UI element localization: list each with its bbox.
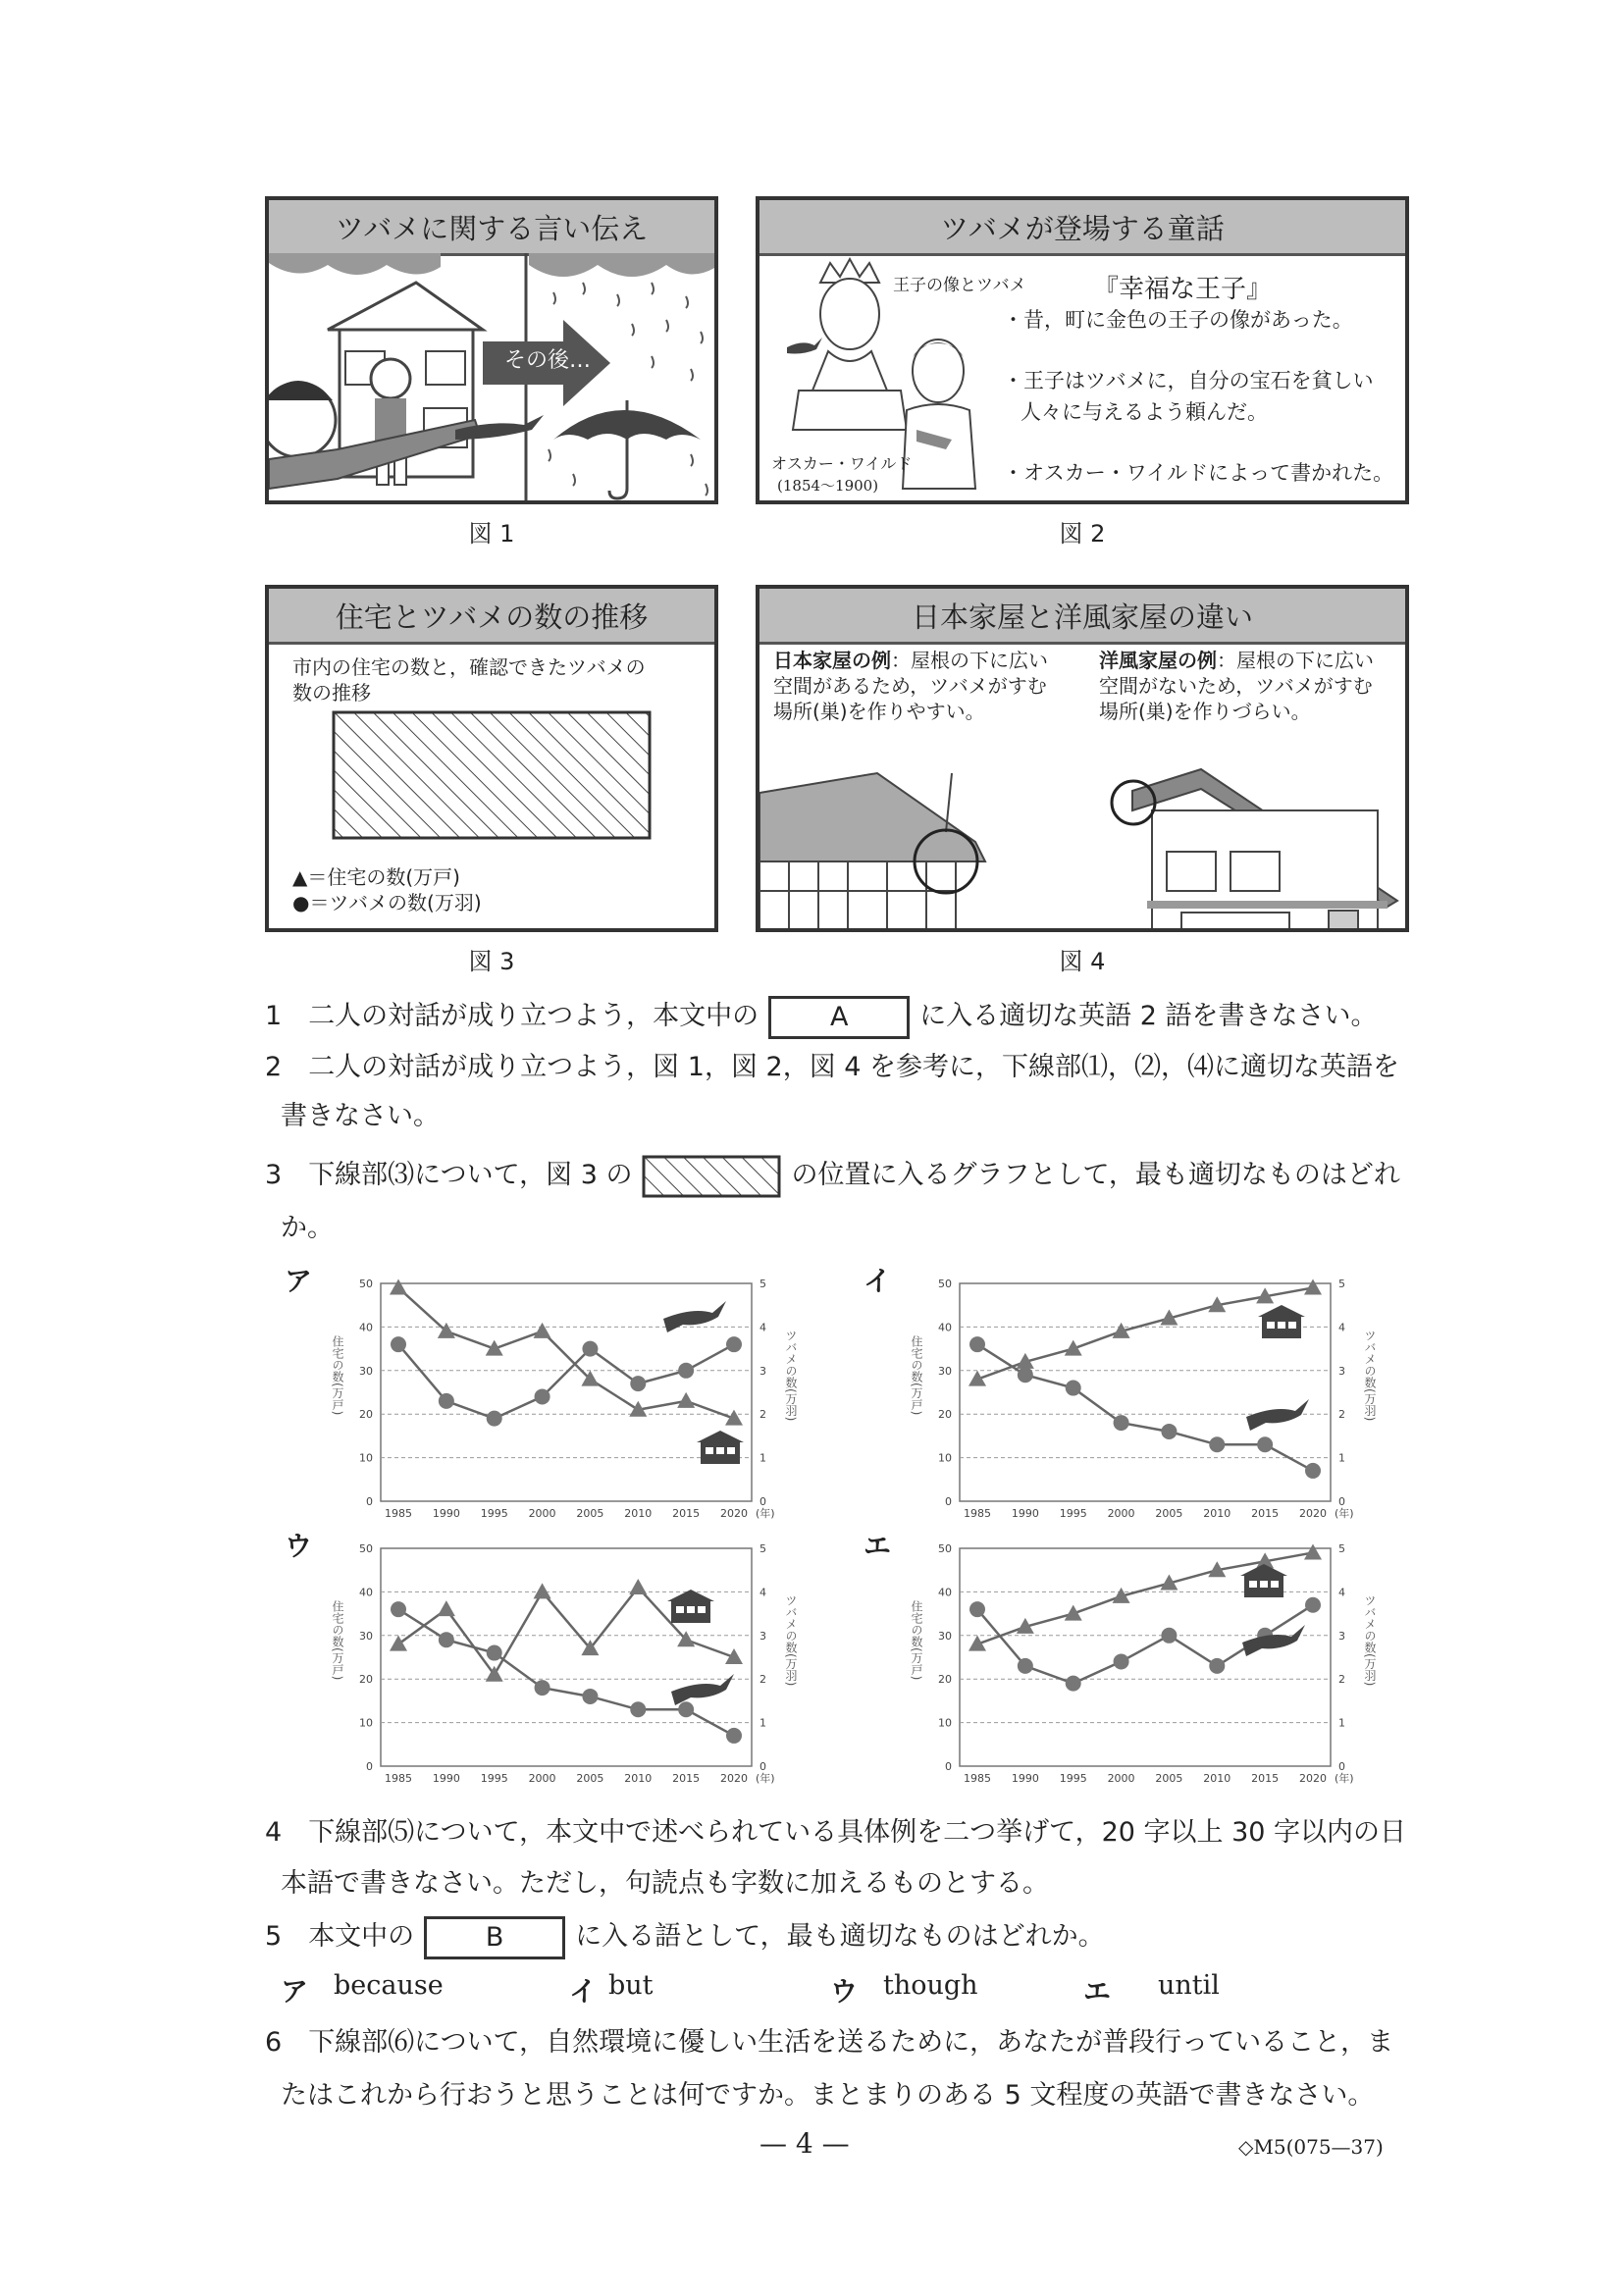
q5-post: に入る語として，最も適切なものはどれか。	[575, 1921, 1105, 1952]
q1-num: 1	[265, 1001, 283, 1031]
fig3-title: 住宅とツバメの数の推移	[269, 589, 714, 645]
question-2-line1	[265, 1046, 1399, 1089]
y-tick-right: 1	[759, 1451, 766, 1465]
q3-hatched-box	[642, 1155, 781, 1198]
q5-option-c-word: though	[883, 1970, 978, 2001]
data-point-circle	[487, 1645, 502, 1661]
data-point-circle	[582, 1689, 598, 1704]
q6-num: 6	[265, 2027, 283, 2058]
data-point-triangle	[390, 1636, 407, 1651]
x-tick: 2020	[720, 1507, 748, 1520]
x-unit: (年)	[1335, 1772, 1354, 1785]
question-1	[265, 995, 1378, 1039]
y-axis-label-left: 住宅の数(万戸)	[331, 1600, 344, 1681]
data-point-circle	[1018, 1658, 1033, 1674]
y-tick-right: 2	[759, 1673, 766, 1687]
fig4-west-line3: 場所(巣)を作りづらい。	[1099, 700, 1311, 723]
fig2-bullet-2: ・王子はツバメに，自分の宝石を貧しい	[1003, 369, 1374, 392]
x-tick: 1990	[432, 1772, 460, 1785]
fig1-panel	[265, 196, 718, 504]
x-tick: 1995	[480, 1772, 508, 1785]
chart-d-label: エ	[864, 1530, 892, 1562]
fig1-illustration	[269, 253, 716, 504]
y-tick-left: 30	[938, 1364, 952, 1378]
y-tick-right: 4	[1338, 1321, 1345, 1334]
x-unit: (年)	[756, 1507, 775, 1520]
q3-post: の位置に入るグラフとして，最も適切なものはどれ	[791, 1160, 1400, 1190]
x-tick: 2005	[1155, 1507, 1183, 1520]
question-3	[265, 1154, 1400, 1198]
y-tick-left: 50	[359, 1542, 373, 1555]
x-tick: 1990	[1011, 1772, 1039, 1785]
y-tick-left: 50	[938, 1542, 952, 1555]
x-tick: 2005	[576, 1772, 604, 1785]
y-tick-left: 10	[359, 1451, 373, 1465]
x-tick: 1995	[1059, 1772, 1087, 1785]
data-point-circle	[1209, 1658, 1225, 1674]
q5-option-a-word: because	[334, 1970, 444, 2001]
data-point-circle	[1161, 1424, 1177, 1439]
data-point-circle	[535, 1388, 550, 1404]
x-tick: 1995	[480, 1507, 508, 1520]
y-tick-right: 4	[1338, 1586, 1345, 1599]
chart-b	[893, 1266, 1403, 1531]
y-tick-left: 20	[938, 1408, 952, 1422]
fig2-bullet-3: ・オスカー・ワイルドによって書かれた。	[1003, 461, 1394, 485]
x-tick: 2000	[1107, 1507, 1135, 1520]
question-3-line2: か。	[281, 1213, 334, 1243]
y-tick-left: 30	[359, 1364, 373, 1378]
plot-frame	[381, 1548, 752, 1766]
data-point-circle	[630, 1701, 646, 1717]
x-tick: 2010	[624, 1772, 653, 1785]
data-point-circle	[678, 1701, 694, 1717]
q5-option-a-kana: ア	[281, 1975, 309, 2008]
x-tick: 2010	[1203, 1772, 1231, 1785]
y-axis-label-right: ツバメの数(万羽)	[784, 1330, 798, 1422]
y-tick-left: 30	[359, 1629, 373, 1643]
q5-num: 5	[265, 1921, 283, 1952]
y-tick-right: 2	[1338, 1673, 1345, 1687]
house-icon	[697, 1431, 744, 1464]
x-tick: 2020	[1299, 1507, 1327, 1520]
x-tick: 1985	[385, 1507, 412, 1520]
y-tick-left: 40	[938, 1586, 952, 1599]
x-tick: 2020	[720, 1772, 748, 1785]
q1-pre: 二人の対話が成り立つよう，本文中の	[308, 1001, 759, 1031]
x-tick: 2005	[1155, 1772, 1183, 1785]
q1-post: に入る適切な英語 2 語を書きなさい。	[919, 1001, 1378, 1031]
y-tick-right: 5	[759, 1542, 766, 1555]
fig2-book-title: 『幸福な王子』	[1093, 275, 1273, 304]
exam-code: ◇M5(075—37)	[1238, 2135, 1384, 2159]
data-point-circle	[726, 1728, 742, 1744]
question-5	[265, 1915, 1105, 1959]
fig4-west-label: 洋風家屋の例	[1099, 649, 1217, 672]
y-tick-right: 2	[1338, 1408, 1345, 1422]
data-point-circle	[391, 1601, 406, 1617]
q5-option-c-kana: ウ	[830, 1975, 859, 2008]
x-unit: (年)	[756, 1772, 775, 1785]
x-tick: 2000	[528, 1507, 556, 1520]
fig2-title: ツバメが登場する童話	[759, 200, 1405, 256]
chart-c-label: ウ	[285, 1530, 313, 1562]
y-tick-right: 1	[1338, 1716, 1345, 1730]
fig3-panel	[265, 585, 718, 932]
q2-line1: 二人の対話が成り立つよう，図 1，図 2，図 4 を参考に，下線部⑴，⑵，⑷に適切な英語を	[308, 1052, 1400, 1082]
y-tick-left: 10	[359, 1716, 373, 1730]
fig4-panel	[756, 585, 1409, 932]
fig2-bullet-1: ・昔，町に金色の王子の像があった。	[1003, 308, 1353, 332]
data-point-circle	[487, 1411, 502, 1427]
y-axis-label-right: ツバメの数(万羽)	[1363, 1594, 1377, 1687]
fig4-jp-line3: 場所(巣)を作りやすい。	[773, 700, 985, 723]
q2-num: 2	[265, 1052, 283, 1082]
fig3-desc-line1: 市内の住宅の数と，確認できたツバメの	[292, 655, 646, 679]
q5-pre: 本文中の	[308, 1921, 415, 1952]
x-tick: 1985	[964, 1507, 991, 1520]
x-tick: 2015	[1251, 1772, 1280, 1785]
data-point-triangle	[534, 1323, 551, 1338]
chart-c	[314, 1531, 824, 1796]
data-point-triangle	[390, 1278, 407, 1294]
data-point-circle	[630, 1376, 646, 1391]
fig3-legend-triangle: ▲＝住宅の数(万戸)	[292, 865, 460, 889]
y-tick-left: 0	[366, 1760, 373, 1773]
data-point-triangle	[629, 1579, 647, 1594]
data-point-circle	[1209, 1436, 1225, 1452]
y-tick-right: 0	[759, 1760, 766, 1773]
house-icon	[1258, 1305, 1305, 1338]
y-tick-left: 10	[938, 1716, 952, 1730]
fig3-legend-circle: ●＝ツバメの数(万羽)	[292, 891, 482, 914]
x-unit: (年)	[1335, 1507, 1354, 1520]
y-tick-right: 4	[759, 1586, 766, 1599]
fig4-jp-line1: ：屋根の下に広い	[891, 649, 1048, 672]
data-point-circle	[439, 1632, 454, 1647]
data-point-circle	[678, 1363, 694, 1379]
y-tick-left: 20	[359, 1408, 373, 1422]
fig2-bullet-2-cont: 人々に与えるよう頼んだ。	[1021, 400, 1268, 424]
x-tick: 1995	[1059, 1507, 1087, 1520]
q5-option-b-kana: イ	[569, 1975, 598, 2008]
q1-box-a: A	[768, 996, 910, 1039]
data-point-circle	[582, 1341, 598, 1357]
q4-line1: 下線部⑸について，本文中で述べられている具体例を二つ挙げて，20 字以上 30 字以内の日	[308, 1817, 1407, 1848]
data-point-triangle	[1304, 1278, 1322, 1294]
q4-num: 4	[265, 1817, 283, 1848]
y-tick-left: 40	[359, 1586, 373, 1599]
y-tick-left: 50	[359, 1278, 373, 1290]
data-point-triangle	[438, 1600, 455, 1616]
y-tick-right: 3	[759, 1629, 766, 1643]
y-tick-left: 20	[938, 1673, 952, 1687]
x-tick: 2015	[672, 1507, 701, 1520]
question-6-line2: たはこれから行おうと思うことは何ですか。まとまりのある 5 文程度の英語で書きなさい。	[281, 2080, 1375, 2111]
fig2-caption: 図 2	[1059, 520, 1106, 548]
y-tick-right: 4	[759, 1321, 766, 1334]
question-4-line1	[265, 1811, 1406, 1854]
x-tick: 2010	[1203, 1507, 1231, 1520]
y-axis-label-right: ツバメの数(万羽)	[784, 1594, 798, 1687]
q3-num: 3	[265, 1160, 283, 1190]
question-6-line1	[265, 2021, 1393, 2064]
y-tick-right: 5	[1338, 1542, 1345, 1555]
y-axis-label-left: 住宅の数(万戸)	[910, 1600, 923, 1681]
q6-line1: 下線部⑹について，自然環境に優しい生活を送るために，あなたが普段行っていること，ま	[308, 2027, 1394, 2058]
y-tick-left: 40	[938, 1321, 952, 1334]
x-tick: 2000	[1107, 1772, 1135, 1785]
house-icon	[1240, 1564, 1287, 1597]
y-tick-right: 3	[759, 1364, 766, 1378]
data-point-circle	[1305, 1597, 1321, 1613]
y-axis-label-right: ツバメの数(万羽)	[1363, 1330, 1377, 1422]
fig4-west-line2: 空間がないため，ツバメがすむ	[1099, 674, 1373, 698]
y-tick-left: 20	[359, 1673, 373, 1687]
fig2-author-years: (1854～1900)	[777, 477, 879, 495]
chart-a	[314, 1266, 824, 1531]
data-point-triangle	[1304, 1543, 1322, 1559]
x-tick: 2015	[1251, 1507, 1280, 1520]
fig4-jp-line2: 空間があるため，ツバメがすむ	[773, 674, 1047, 698]
data-point-circle	[535, 1680, 550, 1696]
fig4-jp-label: 日本家屋の例	[773, 649, 891, 672]
data-point-circle	[726, 1336, 742, 1352]
x-tick: 1990	[1011, 1507, 1039, 1520]
data-point-circle	[391, 1336, 406, 1352]
fig1-arrow-text: その後…	[504, 348, 592, 373]
data-point-circle	[969, 1336, 985, 1352]
question-4-line2: 本語で書きなさい。ただし，句読点も字数に加えるものとする。	[281, 1868, 1049, 1899]
data-point-circle	[1305, 1463, 1321, 1479]
y-tick-right: 2	[759, 1408, 766, 1422]
x-tick: 2010	[624, 1507, 653, 1520]
x-tick: 2000	[528, 1772, 556, 1785]
fig3-caption: 図 3	[468, 948, 515, 975]
fig1-title: ツバメに関する言い伝え	[269, 200, 714, 256]
x-tick: 1985	[385, 1772, 412, 1785]
y-tick-right: 1	[1338, 1451, 1345, 1465]
q5-option-d-word: until	[1158, 1970, 1220, 2001]
fig4-west-line1: ：屋根の下に広い	[1217, 649, 1374, 672]
data-point-triangle	[534, 1583, 551, 1598]
q3-pre: 下線部⑶について，図 3 の	[308, 1160, 633, 1190]
y-tick-left: 0	[366, 1495, 373, 1508]
y-tick-right: 5	[759, 1278, 766, 1290]
fig3-desc-line2: 数の推移	[292, 681, 371, 704]
y-axis-label-left: 住宅の数(万戸)	[910, 1335, 923, 1416]
fig2-author-name: オスカー・ワイルド	[771, 454, 913, 473]
y-tick-left: 0	[945, 1495, 952, 1508]
y-tick-left: 0	[945, 1760, 952, 1773]
q5-box-b: B	[424, 1916, 565, 1959]
y-tick-right: 3	[1338, 1629, 1345, 1643]
swallow-icon	[663, 1301, 726, 1332]
y-tick-right: 0	[1338, 1760, 1345, 1773]
house-icon	[667, 1590, 714, 1623]
y-tick-right: 1	[759, 1716, 766, 1730]
y-tick-right: 0	[759, 1495, 766, 1508]
fig4-illustration	[759, 734, 1407, 930]
fig2-panel	[756, 196, 1409, 504]
data-point-circle	[1066, 1381, 1081, 1396]
x-tick: 2015	[672, 1772, 701, 1785]
data-point-triangle	[677, 1392, 695, 1408]
chart-b-label: イ	[864, 1265, 892, 1297]
data-point-circle	[1161, 1628, 1177, 1644]
data-point-circle	[1114, 1653, 1129, 1669]
data-point-circle	[1257, 1436, 1273, 1452]
swallow-icon	[1246, 1399, 1309, 1431]
data-point-circle	[969, 1601, 985, 1617]
y-tick-right: 3	[1338, 1364, 1345, 1378]
y-tick-left: 40	[359, 1321, 373, 1334]
data-point-circle	[439, 1393, 454, 1409]
question-2-line2: 書きなさい。	[281, 1101, 440, 1131]
data-point-circle	[1114, 1415, 1129, 1431]
x-tick: 1985	[964, 1772, 991, 1785]
fig4-caption: 図 4	[1059, 948, 1106, 975]
fig3-hatched-placeholder	[332, 710, 652, 840]
y-axis-label-left: 住宅の数(万戸)	[331, 1335, 344, 1416]
y-tick-left: 10	[938, 1451, 952, 1465]
y-tick-right: 0	[1338, 1495, 1345, 1508]
data-point-circle	[1018, 1367, 1033, 1383]
fig2-portrait-label: 王子の像とツバメ	[893, 276, 1026, 295]
fig4-west-text	[1099, 648, 1374, 724]
chart-d	[893, 1531, 1403, 1796]
y-tick-left: 30	[938, 1629, 952, 1643]
x-tick: 2020	[1299, 1772, 1327, 1785]
x-tick: 1990	[432, 1507, 460, 1520]
y-tick-left: 50	[938, 1278, 952, 1290]
chart-a-label: ア	[285, 1265, 313, 1297]
y-tick-right: 5	[1338, 1278, 1345, 1290]
q5-option-d-kana: エ	[1083, 1975, 1112, 2008]
q5-option-b-word: but	[608, 1970, 654, 2001]
fig4-title: 日本家屋と洋風家屋の違い	[759, 589, 1405, 645]
fig1-caption: 図 1	[468, 520, 515, 548]
page-number: — 4 —	[759, 2127, 850, 2160]
x-tick: 2005	[576, 1507, 604, 1520]
data-point-circle	[1066, 1676, 1081, 1692]
fig4-jp-text	[773, 648, 1048, 724]
